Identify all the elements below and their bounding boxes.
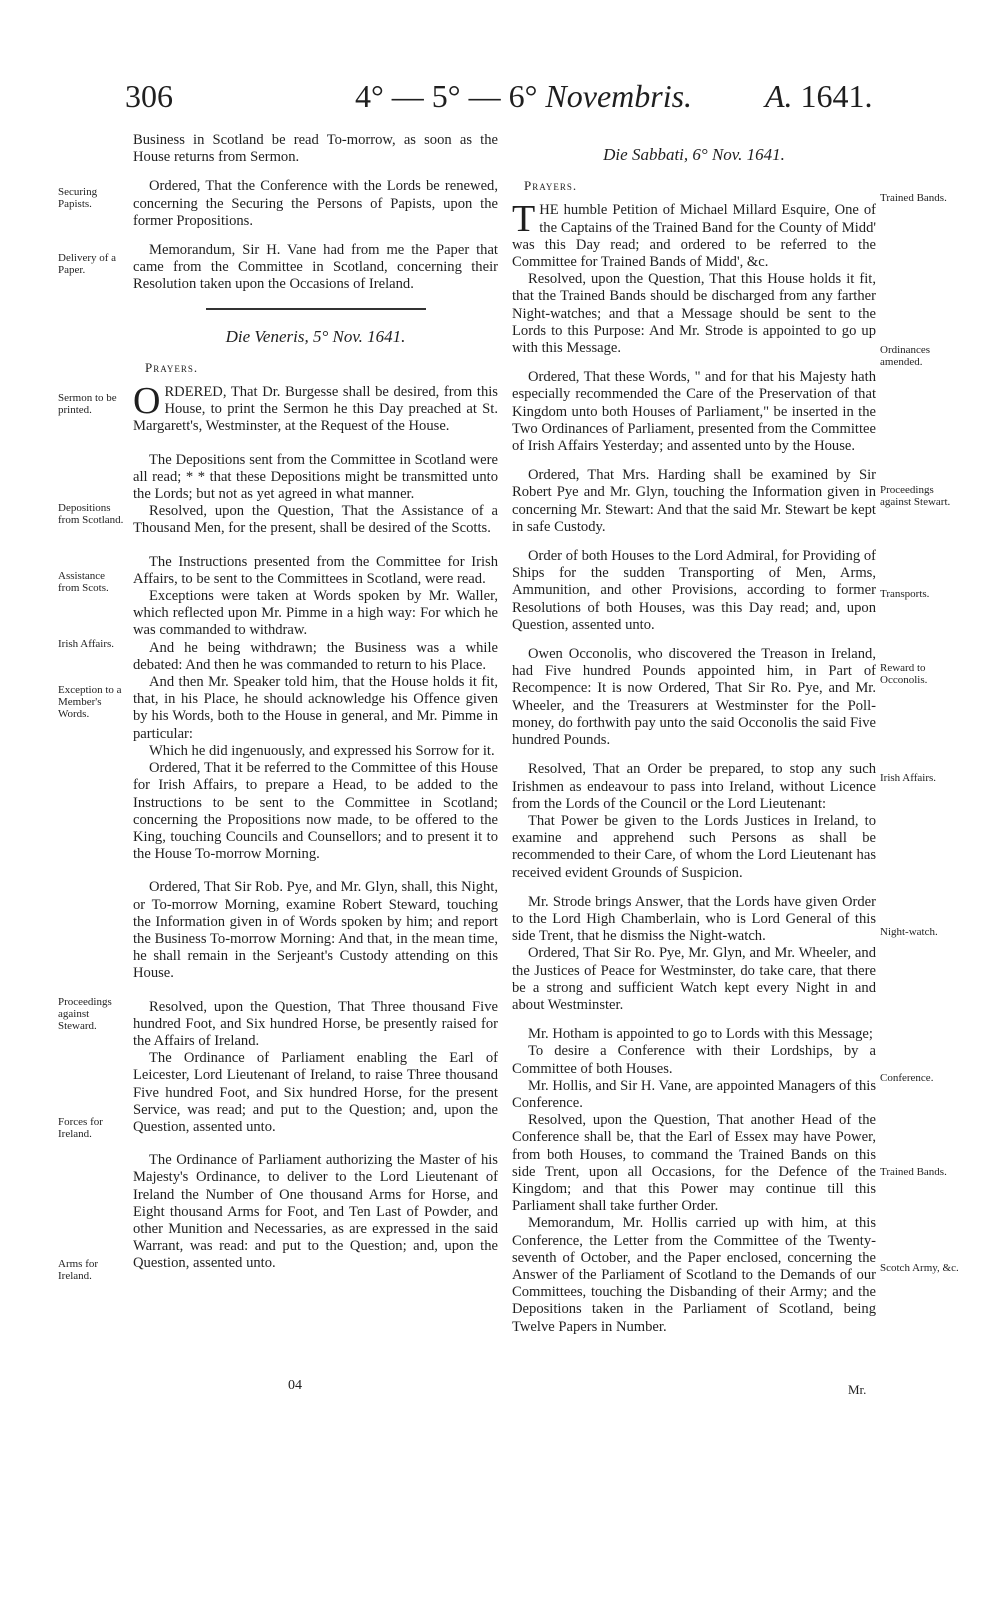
margin-note: Night-watch. [880,926,938,938]
margin-note: Delivery of a Paper. [58,252,117,276]
paragraph-petition [512,198,876,271]
margin-note: Conference. [880,1072,934,1084]
drop-cap: T [512,198,536,241]
drop-cap: O [133,380,161,423]
margin-note: Scotch Army, &c. [880,1262,959,1274]
paragraph-assistance: Resolved, upon the Question, That the Assistance of a Thousand Men, for the present, shall be desired of the Scotts. [133,503,498,537]
paragraph-depositions: The Depositions sent from the Committee in Scotland were all read; * * that these Depositions might be transmitted unto the Lords; but not as yet agreed in what manner. [133,451,498,503]
paragraph-irishmen: Resolved, That an Order be prepared, to stop any such Irishmen as endeavour to pass into Ireland, without Licence from the Lords of the Council or the Lord Lieutenant: [512,761,876,812]
margin-note: Proceedings against Steward. [58,996,112,1032]
margin-note: Trained Bands. [880,192,947,204]
margin-note: Securing Papists. [58,186,98,210]
margin-note: Irish Affairs. [880,772,937,784]
paragraph: Which he did ingenuously, and expressed his Sorrow for it. [149,742,495,759]
prayers-heading: Prayers. [145,359,199,375]
margin-note: Transports. [880,588,930,600]
page-header [0,78,992,128]
paragraph-occonolis: Owen Occonolis, who discovered the Treason in Ireland, had Five hundred Pounds appointed him, in Part of Recompence: It is now Ordered, That Sir Ro. Pye, and Mr. Wheeler, and the Treasurers at Westminster for the Poll-money, do forthwith pay unto the said Occonolis the said Five hundred Pounds. [512,646,876,749]
paragraph: Resolved, upon the Question, That another Head of the Conference shall be, that the Earl of Essex may have Power, from both Houses, to command the Trained Bands on this side Trent, upon all Occasions, for the Defence of the Kingdom; and that this Power may continue till this Parliament shall take further Order. [512,1112,876,1215]
paragraph-petition-text: HE humble Petition of Michael Millard Esquire, One of the Captains of the Trained Band for the County of Midd' was this Day read; and ordered to be referred to the Committee for Trained Bands of Midd', &c. [512,202,876,271]
margin-note: Ordinances amended. [880,344,931,368]
paragraph-ordinances: Ordered, That these Words, " and for that his Majesty hath especially recommended the Care of the Preservation of that Kingdom unto both Houses of Parliament," be inserted in the Two Ordinances of Parliament, presented from the Committee of Irish Affairs Yesterday; and assented unto by the House. [512,369,876,455]
paragraph-strode: Mr. Strode brings Answer, that the Lords have given Order to the Lord High Chamberlain, who is Lord General of this side Trent, that he dismiss the Night-watch. [512,893,876,945]
margin-note: Exception to a Member's Words. [58,684,122,720]
paragraph: Business in Scotland be read To-morrow, as soon as the House returns from Sermon. [133,132,498,166]
paragraph-sermon-text: RDERED, That Dr. Burgesse shall be desired, from this House, to print the Sermon he this Day preached at St. Margarett's, Westminster, at the Request of the House. [133,384,498,435]
paragraph: Memorandum, Mr. Hollis carried up with him, at this Conference, the Letter from the Committee of the Twenty-seventh of October, and the Paper enclosed, concerning the Answer of the Parliament of Scotland to the Demands of our Committees, touching the Disbanding of their Army; and the Depositions taken in the Parliament of Scotland, being Twelve Papers in Number. [512,1215,876,1335]
header-month: Novembris. [545,78,693,114]
paragraph: That Power be given to the Lords Justices in Ireland, to examine and apprehend such Persons as shall be recommended to their Care, of whom the Lord Lieutenant has received evident Grounds of Suspicion. [512,812,876,881]
margin-note: Proceedings against Stewart. [880,484,951,508]
prayers-heading: Prayers. [524,178,578,194]
paragraph: And he being withdrawn; the Business was a while debated: And then he was commanded to return to his Place. [133,639,498,673]
header-day-range: 4° — 5° — 6° [355,78,538,114]
day-heading: Die Sabbati, 6° Nov. 1641. [603,145,785,164]
margin-note: Reward to Occonolis. [880,662,928,686]
paragraph: To desire a Conference with their Lordships, by a Committee of both Houses. [512,1043,876,1077]
header-year-value: 1641. [800,78,873,114]
left-column [133,132,498,1273]
signature-mark: 04 [288,1378,302,1393]
header-year [765,78,873,115]
margin-note: Assistance from Scots. [58,570,109,594]
paragraph: Ordered, That it be referred to the Committee of this House for Irish Affairs, to prepare a Head, to be added to the Instructions to be sent to the Committee in Scotland; concerning the Propositions now made, to be offered to the King, touching Councils and Counsellors; and to present it to the House To-morrow Morning. [133,760,498,863]
paragraph-harding: Ordered, That Mrs. Harding shall be examined by Sir Robert Pye and Mr. Glyn, touching the Information given in concerning Mr. Stewart: And that the said Mr. Stewart be kept in safe Custody. [512,467,876,535]
paragraph: Mr. Hollis, and Sir H. Vane, are appointed Managers of this Conference. [512,1077,876,1111]
margin-note: Depositions from Scotland. [58,502,124,526]
header-year-prefix: A. [765,78,793,114]
margin-note: Forces for Ireland. [58,1116,103,1140]
margin-note: Arms for Ireland. [58,1258,99,1282]
paragraph-delivery-paper: Memorandum, Sir H. Vane had from me the Paper that came from the Committee in Scotland, concerning their Resolution taken upon the Occasions of Ireland. [133,242,498,293]
margin-note: Sermon to be printed. [58,392,117,416]
catchword: Mr. [848,1382,867,1397]
section-divider [206,308,426,310]
paragraph-transports: Order of both Houses to the Lord Admiral, for Providing of Ships for the sudden Transporting of Men, Arms, Ammunition, and other Provisions, according to former Resolutions of both Houses, was this Day read; and, upon Question, assented unto. [512,548,876,633]
paragraph-arms: The Ordinance of Parliament authorizing the Master of his Majesty's Ordinance, to deliver to the Lord Lieutenant of Ireland the Number of One thousand Arms for Horse, and Eight thousand Arms for Foot, and Ten Last of Powder, and other Munition and Necessaries, as are expressed in the said Warrant, was read: and put to the Question; and, upon the Question, assented unto. [133,1152,498,1272]
paragraph-forces: Resolved, upon the Question, That Three thousand Five hundred Foot, and Six hundred Horse, be presently raised for the Affairs of Ireland. [133,998,498,1049]
paragraph-steward: Ordered, That Sir Rob. Pye, and Mr. Glyn, shall, this Night, or To-morrow Morning, examine Robert Steward, touching the Information given in of Words spoken by him; and report the Business To-morrow Morning: And that, in the mean time, he shall remain in the Serjeant's Custody attending on this House. [133,879,498,982]
paragraph-exception: Exceptions were taken at Words spoken by Mr. Waller, which reflected upon Mr. Pimme in a high way: For which he was commanded to withdraw. [133,588,498,639]
paragraph: And then Mr. Speaker told him, that the House holds it fit, that, in his Place, he should acknowledge his Offence given by his Words, both to the House in general, and Mr. Pimme in particular: [133,674,498,742]
day-heading: Die Veneris, 5° Nov. 1641. [225,326,406,346]
paragraph: The Ordinance of Parliament enabling the Earl of Leicester, Lord Lieutenant of Ireland, to raise Three thousand Five hundred Foot, and Six hundred Horse, for the present Service, was read; and put to the Question; and, upon the Question, assented unto. [133,1050,498,1135]
paragraph-securing-papists: Ordered, That the Conference with the Lords be renewed, concerning the Securing the Persons of Papists, upon the former Propositions. [133,178,498,229]
margin-note: Trained Bands. [880,1166,947,1178]
margin-note: Irish Affairs. [58,638,115,650]
paragraph-irish-affairs: The Instructions presented from the Committee for Irish Affairs, to be sent to the Committees in Scotland, were read. [133,553,498,587]
paragraph: Ordered, That Sir Ro. Pye, Mr. Glyn, and Mr. Wheeler, and the Justices of Peace for Westminster, do take care, that there be a strong and sufficient Watch kept every Night in and about Westminster. [512,945,876,1013]
paragraph-sermon [133,380,498,436]
paragraph: Resolved, upon the Question, That this House holds it fit, that the Trained Bands should be discharged from any farther Night-watches; and that a Message should be sent to the Lords to this Purpose: And Mr. Strode is appointed to go up with this Message. [512,271,876,357]
right-column [512,132,876,1336]
paragraph-hotham: Mr. Hotham is appointed to go to Lords with this Message; [528,1026,873,1043]
header-dates [355,78,692,115]
page-number: 306 [125,78,173,114]
